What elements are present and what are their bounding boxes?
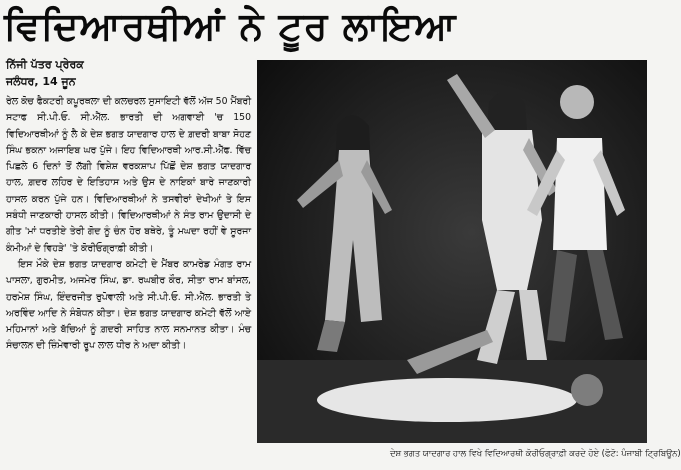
headline: ਵਿਦਿਆਰਥੀਆਂ ਨੇ ਟੂਰ ਲਾਇਆ — [4, 4, 457, 48]
dateline: ਜਲੰਧਰ, 14 ਜੂਨ — [6, 75, 76, 88]
article-paragraph-2: ਇਸ ਮੌਕੇ ਦੇਸ਼ ਭਗਤ ਯਾਦਗਾਰ ਕਮੇਟੀ ਦੇ ਮੈਂਬਰ ਕਾਮਰੇਡ ਮੰਗਤ ਰਾਮ ਪਾਸਲਾ, ਗੁਰਮੀਤ, ਅਜਮੇਰ ਸਿੰਘ, ਡਾ. ਰਘਬੀਰ ਕੌਰ, ਸੀਤਾ ਰਾਮ ਬਾਂਸਲ, ਹਰਮੇਸ਼ ਸਿੰਘ, ਇੰਦਰਜੀਤ ਰੁਪੋਵਾਲੀ ਅਤੇ ਸੀ.ਪੀ.ਓ. ਸੀ.ਐੱਲ. ਭਾਰਤੀ ਤੇ ਅਰਵਿੰਦ ਆਦਿ ਨੇ ਸੰਬੋਧਨ ਕੀਤਾ। ਦੇਸ਼ ਭਗਤ ਯਾਦਗਾਰ ਕਮੇਟੀ ਵੱਲੋਂ ਆਏ ਮਹਿਮਾਨਾਂ ਅਤੇ ਬੱਚਿਆਂ ਨੂੰ ਗ਼ਦਰੀ ਸਾਹਿਤ ਨਾਲ ਸਨਮਾਨਤ ਕੀਤਾ। ਮੰਚ ਸੰਚਾਲਨ ਦੀ ਜ਼ਿੰਮੇਵਾਰੀ ਰੂਪ ਲਾਲ ਧੀਰ ਨੇ ਅਦਾ ਕੀਤੀ। — [6, 258, 251, 352]
article-body — [6, 94, 251, 355]
photo-caption: ਦੇਸ਼ ਭਗਤ ਯਾਦਗਾਰ ਹਾਲ ਵਿਖੇ ਵਿਦਿਆਰਥੀ ਕੋਰੀਓਗ੍ਰਾਫ਼ੀ ਕਰਦੇ ਹੋਏ (ਫੋਟੋ: ਪੰਜਾਬੀ ਟ੍ਰਿਬਿਊਨ) — [390, 448, 681, 458]
byline: ਨਿੱਜੀ ਪੱਤਰ ਪ੍ਰੇਰਕ — [6, 58, 84, 71]
news-photo — [257, 60, 647, 443]
article-paragraph-1: ਰੇਲ ਕੋਚ ਫੈਕਟਰੀ ਕਪੂਰਥਲਾ ਦੀ ਕਲਚਰਲ ਸੁਸਾਇਟੀ ਵੱਲੋਂ ਅੱਜ 50 ਮੈਂਬਰੀ ਸਟਾਫ ਸੀ.ਪੀ.ਓ. ਸੀ.ਐੱਲ. ਭਾਰਤੀ ਦੀ ਅਗਵਾਈ 'ਚ 150 ਵਿਦਿਆਰਥੀਆਂ ਨੂੰ ਲੈ ਕੇ ਦੇਸ਼ ਭਗਤ ਯਾਦਗਾਰ ਹਾਲ ਦੇ ਗ਼ਦਰੀ ਬਾਬਾ ਸੋਹਣ ਸਿੰਘ ਭਕਨਾ ਅਜਾਇਬ ਘਰ ਪੁੱਜੇ। ਇਹ ਵਿਦਿਆਰਥੀ ਆਰ.ਸੀ.ਐੱਫ. ਵਿੱਚ ਪਿਛਲੇ 6 ਦਿਨਾਂ ਤੋਂ ਲੱਗੀ ਵਿਸ਼ੇਸ਼ ਵਰਕਸ਼ਾਪ ਪਿੱਛੋਂ ਦੇਸ਼ ਭਗਤ ਯਾਦਗਾਰ ਹਾਲ, ਗ਼ਦਰ ਲਹਿਰ ਦੇ ਇਤਿਹਾਸ ਅਤੇ ਉਸ ਦੇ ਨਾਇਕਾਂ ਬਾਰੇ ਜਾਣਕਾਰੀ ਹਾਸਲ ਕਰਨ ਪੁੱਜੇ ਹਨ। ਵਿਦਿਆਰਥੀਆਂ ਨੇ ਤਸਵੀਰਾਂ ਦੇਖੀਆਂ ਤੇ ਇਸ ਸਬੰਧੀ ਜਾਣਕਾਰੀ ਹਾਸਲ ਕੀਤੀ। ਵਿਦਿਆਰਥੀਆਂ ਨੇ ਸੰਤ ਰਾਮ ਉਦਾਸੀ ਦੇ ਗੀਤ 'ਮਾਂ ਧਰਤੀਏ ਤੇਰੀ ਗੋਦ ਨੂੰ ਚੰਨ ਹੋਰ ਬਥੇਰੇ, ਤੂੰ ਮਘਦਾ ਰਹੀਂ ਵੇ ਸੂਰਜਾ ਕੰਮੀਆਂ ਦੇ ਵਿਹੜੇ' 'ਤੇ ਕੋਰੀਓਗ੍ਰਾਫ਼ੀ ਕੀਤੀ। — [6, 96, 251, 254]
photo-illustration — [257, 60, 647, 443]
